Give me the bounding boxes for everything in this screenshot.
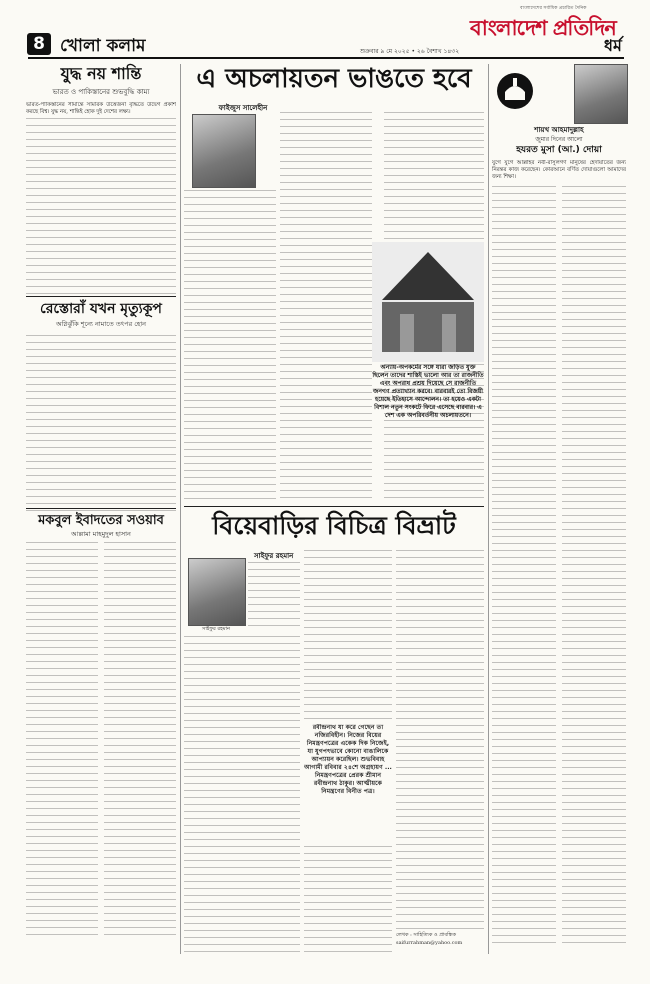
vertical-rule [180, 64, 181, 954]
feature-illustration [372, 242, 484, 362]
article-byline: আল্লামা মাহমুদুল হাসান [71, 530, 131, 538]
feature-pullquote: অন্যায়-অপকর্মের সঙ্গে যারা জড়িত যুক্ত ছিলেন তাদের শাস্তিই ভালো আর তা রাজনীতি এবং অপরাধ প্রশ্রয় দিয়েছে সে রাজনীতি জনগণ প্রত্যাখ্যান করবে। বারবারই তো বিজয়ী হয়েছে ইতিহাসে আন্দোলন। তা হয়েও একটা বিশাল নতুন সংকটে ফিরে এসেছে বারবার। এ দেশ এক অপরিবর্তনীয় অচলায়তনে। [372, 364, 484, 419]
article-ibadat [26, 512, 176, 952]
article-title: মকবুল ইবাদতের সওয়াব [38, 513, 164, 528]
article-subtitle: অগ্নিঝুঁকি শূন্যে নামাতে তৎপর হোন [55, 320, 147, 328]
feature-wedding [184, 510, 484, 955]
religion-sidebar [492, 64, 626, 954]
feature-byline: সাইফুর রহমান [254, 552, 294, 560]
dateline: শুক্রবার ৯ মে ২০২৫ • ২৬ বৈশাখ ১৪৩২ [360, 48, 460, 55]
article-body [26, 335, 176, 515]
page-number-badge [27, 33, 51, 55]
sidebar-lead: যুগে যুগে আল্লাহর নবী-রাসুলগণ মানুষের হেদায়াতের জন্য নিরন্তর কাজ করেছেন। কোরআনে বর্ণিত দোয়াগুলো আমাদের জন্য শিক্ষা। [492, 160, 626, 181]
feature-title: এ অচলায়তন ভাঙতে হবে [196, 64, 472, 94]
article-war-peace [26, 64, 176, 294]
masthead [0, 0, 650, 58]
feature-title: বিয়েবাড়ির বিচিত্র বিভ্রাট [212, 511, 456, 540]
sidebar-title: হযরত মুসা (আ.) দোয়া [516, 145, 602, 155]
author-photo [192, 114, 256, 188]
article-body [26, 118, 176, 296]
sidebar-author-sub: জুমার দিনের আলো [535, 136, 583, 143]
body-col1b [184, 636, 300, 952]
feature-quote: রবীন্দ্রনাথ যা করে গেছেন তা নজিরবিহীন। নিজের বিয়ের নিমন্ত্রণপত্রের একেক দিক নিজেই, যা যুগপৎভাবে কোনো বাঙালিকে আপ্যায়ন করেছিল। শুভবিবাহ আগামী রবিবার ২৪শে অগ্রহায়ণ ... নিমন্ত্রণপত্রের প্রেরক শ্রীমান রবীন্দ্রনাথ ঠাকুর। আত্মীয়কে নিমন্ত্রণের বিনীত পত্র। [304, 724, 392, 795]
article-restaurant [26, 300, 176, 510]
article-title: যুদ্ধ নয় শান্তি [60, 64, 142, 83]
body-col2b [304, 846, 392, 952]
vertical-rule [488, 64, 489, 954]
sidebar-body-col1 [492, 186, 556, 946]
column-divider [26, 296, 176, 297]
sidebar-body-col2 [562, 186, 626, 946]
brand-logo: বাংলাদেশ প্রতিদিন [470, 16, 616, 40]
brand-tagline: বাংলাদেশের সর্বাধিক প্রচারিত দৈনিক [520, 6, 587, 11]
feature-byline: ফাইজুস সালেহীন [218, 104, 268, 112]
illustration-graphic [372, 242, 484, 362]
mosque-icon [496, 72, 534, 110]
article-body-col2 [104, 542, 176, 937]
feature-body-col1 [184, 190, 276, 502]
section-divider [26, 508, 176, 509]
section-divider [184, 506, 484, 507]
author-signature: লেখক : সাহিত্যিক ও প্রাবন্ধিক [396, 932, 457, 938]
body-col1 [248, 562, 300, 632]
body-col2 [304, 550, 392, 720]
feature-body-col2 [280, 112, 372, 502]
sidebar-author: শায়খ আহমাদুল্লাহ [534, 126, 584, 134]
author-photo [574, 64, 628, 124]
masthead-rule [28, 57, 624, 59]
body-col3 [396, 550, 484, 930]
feature-article [184, 62, 484, 504]
author-email: saifurrahman@yahoo.com [396, 940, 463, 946]
article-body-col1 [26, 542, 98, 937]
section-name: খোলা কলাম [60, 36, 146, 56]
page-number: 8 [33, 34, 45, 54]
author-photo [188, 558, 246, 626]
photo-caption: সাইফুর রহমান [202, 626, 230, 632]
article-lead: ভারত-পাকিস্তানের সীমান্তে সামরিক উত্তেজনা বৃদ্ধিতে উদ্বেগ প্রকাশ করছে বিশ্ব। যুদ্ধ নয়, শান্তিই হোক দুই দেশের লক্ষ্য। [26, 102, 176, 116]
article-subtitle: ভারত ও পাকিস্তানের শুভবুদ্ধি কাম্য [52, 88, 150, 96]
article-title: রেস্তোরাঁ যখন মৃত্যুকূপ [40, 301, 162, 317]
religion-section-label: ধর্ম [604, 36, 622, 55]
